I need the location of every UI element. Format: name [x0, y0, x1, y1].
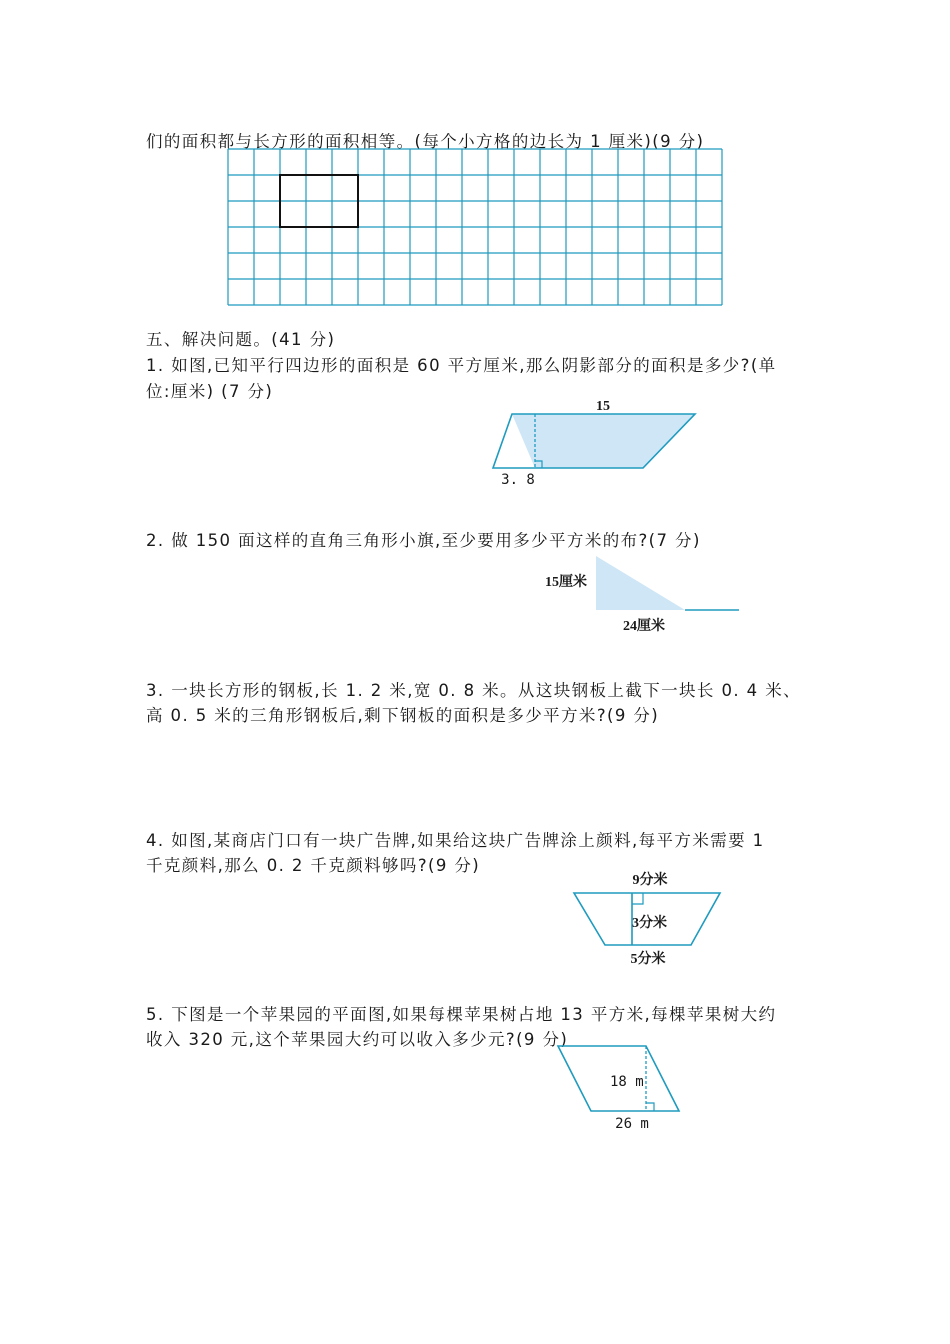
label-bottom: 3. 8 — [501, 472, 535, 488]
label-height: 18 m — [610, 1074, 644, 1090]
label-height: 3分米 — [632, 916, 667, 931]
triangle-shape — [596, 556, 685, 610]
question-3-line-1: 3. 一块长方形的钢板,长 1. 2 米,宽 0. 8 米。从这块钢板上截下一块长 0. 4 米、 — [146, 681, 802, 700]
shaded-region — [512, 414, 695, 468]
question-4-line-2: 千克颜料,那么 0. 2 千克颜料够吗?(9 分) — [146, 856, 481, 875]
label-base: 26 m — [615, 1116, 649, 1132]
triangle-figure — [540, 554, 745, 638]
parallelogram-figure — [486, 396, 706, 488]
label-top: 15 — [596, 399, 610, 414]
label-height: 15厘米 — [545, 575, 587, 590]
question-4-line-1: 4. 如图,某商店门口有一块广告牌,如果给这块广告牌涂上颜料,每平方米需要 1 — [146, 831, 765, 850]
intro-text: 们的面积都与长方形的面积相等。(每个小方格的边长为 1 厘米)(9 分) — [146, 132, 705, 151]
parallelogram-orchard-figure — [556, 1038, 686, 1138]
question-1-line-1: 1. 如图,已知平行四边形的面积是 60 平方厘米,那么阴影部分的面积是多少?(单 — [146, 356, 777, 375]
right-angle-mark — [632, 893, 643, 904]
question-3-line-2: 高 0. 5 米的三角形钢板后,剩下钢板的面积是多少平方米?(9 分) — [146, 706, 660, 725]
question-5-line-2: 收入 320 元,这个苹果园大约可以收入多少元?(9 分) — [146, 1030, 569, 1049]
grid-figure — [226, 148, 724, 308]
question-2-line-1: 2. 做 150 面这样的直角三角形小旗,至少要用多少平方米的布?(7 分) — [146, 531, 701, 550]
trapezoid-figure — [566, 866, 730, 968]
label-top: 9分米 — [632, 873, 668, 888]
right-angle-mark — [646, 1103, 654, 1111]
label-base: 24厘米 — [623, 619, 665, 634]
question-1-line-2: 位:厘米) (7 分) — [146, 382, 274, 401]
section-title: 五、解决问题。(41 分) — [146, 330, 336, 349]
label-bottom: 5分米 — [630, 952, 666, 967]
question-5-line-1: 5. 下图是一个苹果园的平面图,如果每棵苹果树占地 13 平方米,每棵苹果树大约 — [146, 1005, 777, 1024]
